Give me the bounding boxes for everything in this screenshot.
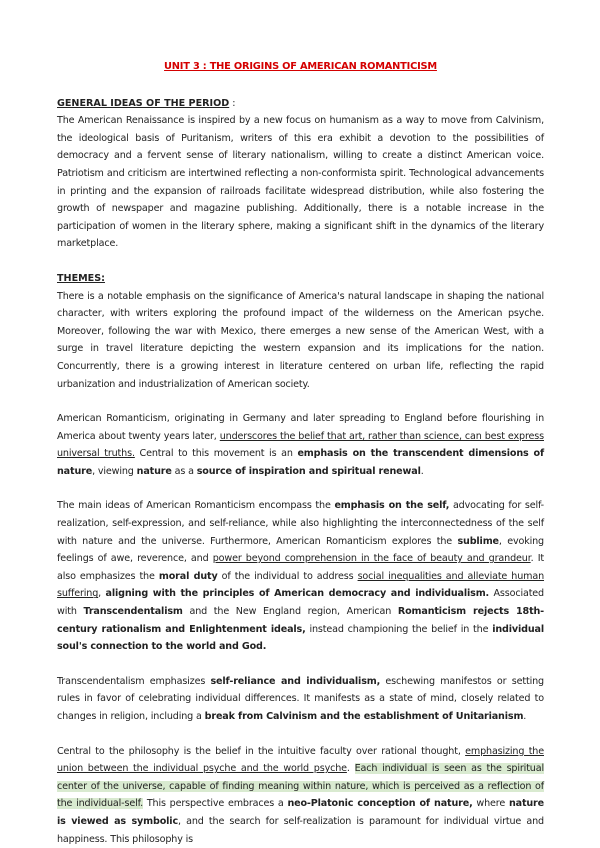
bold-phrase: nature is viewed as symbolic — [57, 798, 544, 827]
philosophy-paragraph: Central to the philosophy is the belief in the intuitive faculty over rational thought, emphasizing the union between the individual psyche and the world psyche. Each individual is seen as the spiritual center of the universe, capable of finding meaning within nature, which is perceived as a reflection of the individual-self. This perspective embraces a neo-Platonic conception of nature, where nature is viewed as symbolic, and the search for self-realization is paramount for individual virtue and happiness. This philosophy is — [57, 745, 544, 845]
bold-phrase: Romanticism rejects 18th-century rationalism and Enlightenment ideals, — [57, 606, 545, 635]
main-ideas-paragraph: The main ideas of American Romanticism encompass the emphasis on the self, advocating for self-realization, self-expression, and self-reliance, while also highlighting the interconnectedness of the self with nature and the universe. Furthermore, American Romanticism explores the sublime, evoking feelings of awe, reverence, and power beyond comprehension in the face of beauty and grandeur. It also emphasizes the moral duty of the individual to address social inequalities and alleviate human suffering, aligning with the principles of American democracy and individualism. Associated with Transcendentalism and the New England region, American Romanticism rejects 18th-century rationalism and Enlightenment ideals, instead championing the belief in the individual soul's connection to the world and God. — [57, 500, 545, 653]
general-ideas-heading: GENERAL IDEAS OF THE PERIOD — [57, 97, 230, 109]
bold-phrase: Transcendentalism — [83, 606, 183, 618]
bold-phrase: moral duty — [158, 570, 218, 582]
underlined-phrase: underscores the belief that art, rather than science, can best express universal truths. — [57, 430, 544, 460]
page-title: UNIT 3 : THE ORIGINS OF AMERICAN ROMANTICISM — [164, 61, 437, 72]
heading-colon: : — [229, 97, 236, 109]
general-ideas-section — [57, 95, 544, 253]
bold-phrase: nature — [136, 465, 172, 477]
underlined-phrase: power beyond comprehension in the face of beauty and grandeur — [212, 553, 531, 565]
bold-phrase: aligning with the principles of American democracy and individualism. — [105, 588, 490, 600]
transcendentalism-paragraph: Transcendentalism emphasizes self-reliance and individualism, eschewing manifestos or setting rules in favor of celebrating individual differences. It manifests as a state of mind, closely related to changes in religion, including a break from Calvinism and the establishment of Unitarianism. — [57, 675, 544, 722]
bold-phrase: break from Calvinism and the establishment of Unitarianism — [204, 711, 524, 722]
themes-paragraph: There is a notable emphasis on the significance of America's natural landscape in shaping the national character, with writers exploring the profound impact of the wilderness on the American psyche. Moreover, following the war with Mexico, there emerges a new sense of the American West, with a surge in travel literature depicting the western expansion and its implications for the nation. Concurrently, there is a growing interest in literature centered on urban life, reflecting the rapid urbanization and industrialization of American society. — [57, 290, 544, 390]
bold-phrase: source of inspiration and spiritual renewal — [196, 465, 421, 477]
general-ideas-paragraph: The American Renaissance is inspired by a new focus on humanism as a way to move from Calvinism, the ideological basis of Puritanism, writers of this era exhibit a devotion to the possibilities of democracy and a fervent sense of literary nationalism, willing to create a distinct American voice. Patriotism and criticism are intertwined reflecting a non-conformista spirit. Technological advancements in printing and the expansion of railroads facilitate widespread distribution, while also fostering the growth of newspaper and magazine publishing. Additionally, there is a notable increase in the participation of women in the literary sphere, making a significant shift in the dynamics of the literary marketplace. — [57, 115, 544, 250]
bold-phrase: individual soul's connection to the world and God. — [57, 623, 544, 653]
bold-phrase: emphasis on the self, — [334, 500, 450, 512]
bold-phrase: self-reliance and individualism, — [210, 675, 381, 687]
bold-phrase: emphasis on the transcendent dimensions of nature — [57, 448, 544, 477]
bold-phrase: sublime — [457, 535, 499, 547]
underlined-phrase: emphasizing the union between the individual psyche and the world psyche — [57, 745, 544, 775]
underlined-phrase: social inequalities and alleviate human suffering — [57, 570, 545, 600]
romanticism-origin-paragraph: American Romanticism, originating in Germany and later spreading to England before flourishing in America about twenty years later, underscores the belief that art, rather than science, can best express universal truths. Central to this movement is an emphasis on the transcendent dimensions of nature, viewing nature as a source of inspiration and spiritual renewal. — [57, 413, 544, 477]
themes-section — [57, 270, 544, 393]
themes-heading: THEMES: — [57, 272, 105, 284]
highlighted-sentence: Each individual is seen as the spiritual center of the universe, capable of finding meaning within nature, which is perceived as a reflection of the individual-self. — [57, 763, 544, 810]
bold-phrase: neo-Platonic conception of nature, — [287, 798, 473, 810]
